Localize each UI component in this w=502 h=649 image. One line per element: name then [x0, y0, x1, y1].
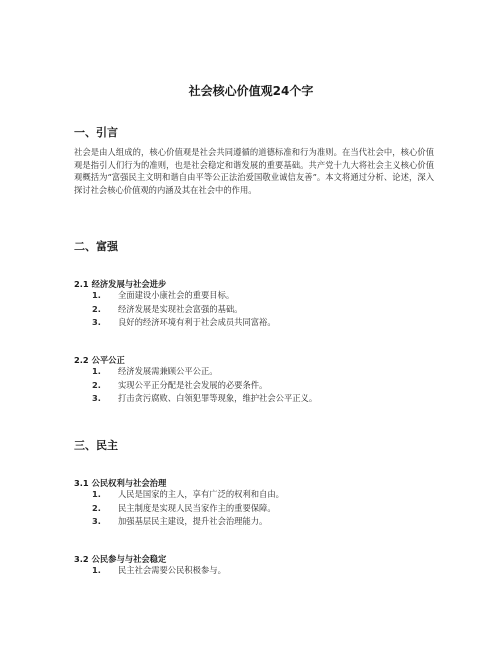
subsection-heading-3-2: 3.2 公民参与与社会稳定: [74, 554, 167, 564]
subsection-heading-3-1: 3.1 公民权利与社会治理: [74, 478, 167, 488]
list-item-number: 3.: [92, 516, 101, 527]
section-heading-introduction: 一、引言: [74, 126, 118, 139]
list-item: [74, 303, 434, 317]
list-2-2: [74, 365, 434, 406]
document-title: 社会核心价值观24个字: [188, 84, 314, 98]
list-item-number: 2.: [92, 303, 101, 314]
list-item-text: 加强基层民主建设，提升社会治理能力。: [118, 516, 268, 527]
section-heading-democracy: 三、民主: [74, 439, 118, 452]
list-item-text: 全面建设小康社会的重要目标。: [118, 290, 235, 300]
list-item-text: 民主制度是实现人民当家作主的重要保障。: [118, 502, 276, 513]
list-item-text: 实现公平正分配是社会发展的必要条件。: [118, 379, 268, 390]
list-item-text: 经济发展需兼顾公平公正。: [118, 366, 218, 376]
subsection-heading-2-2: 2.2 公平公正: [74, 355, 125, 365]
list-item-number: 1.: [92, 366, 101, 376]
list-item-number: 1.: [92, 489, 101, 499]
list-3-2: [74, 564, 434, 578]
list-item-number: 3.: [92, 317, 101, 328]
list-item-number: 2.: [92, 379, 101, 390]
list-item-text: 良好的经济环境有利于社会成员共同富裕。: [118, 317, 276, 328]
list-item: [74, 365, 434, 379]
list-2-1: [74, 289, 434, 330]
list-3-1: [74, 488, 434, 529]
subsection-heading-2-1: 2.1 经济发展与社会进步: [74, 279, 167, 289]
list-item-number: 1.: [92, 290, 101, 300]
list-item: [74, 502, 434, 516]
list-item: [74, 564, 434, 578]
list-item: [74, 316, 434, 330]
introduction-paragraph: 社会是由人组成的，核心价值观是社会共同遵循的道德标准和行为准则。在当代社会中，核心价值观是指引人们行为的准则，也是社会稳定和谐发展的重要基础。共产党十九大将社会主义核心价值观概括为“富强民主文明和谐自由平等公正法治爱国敬业诚信友善”。本文将通过分析、论述，深入探讨社会核心价值观的内涵及其在社会中的作用。: [74, 147, 434, 195]
list-item: [74, 289, 434, 303]
section-heading-prosperity: 二、富强: [74, 240, 118, 253]
list-item: [74, 488, 434, 502]
list-item: [74, 515, 434, 529]
list-item-number: 2.: [92, 502, 101, 513]
list-item-number: 1.: [92, 565, 101, 575]
list-item: [74, 379, 434, 393]
list-item-text: 民主社会需要公民积极参与。: [118, 565, 226, 575]
list-item: [74, 392, 434, 406]
list-item-text: 打击贪污腐败、白领犯罪等现象，维护社会公平正义。: [118, 393, 318, 404]
list-item-text: 经济发展是实现社会富强的基础。: [118, 303, 243, 314]
list-item-text: 人民是国家的主人，享有广泛的权利和自由。: [118, 489, 284, 499]
list-item-number: 3.: [92, 393, 101, 404]
